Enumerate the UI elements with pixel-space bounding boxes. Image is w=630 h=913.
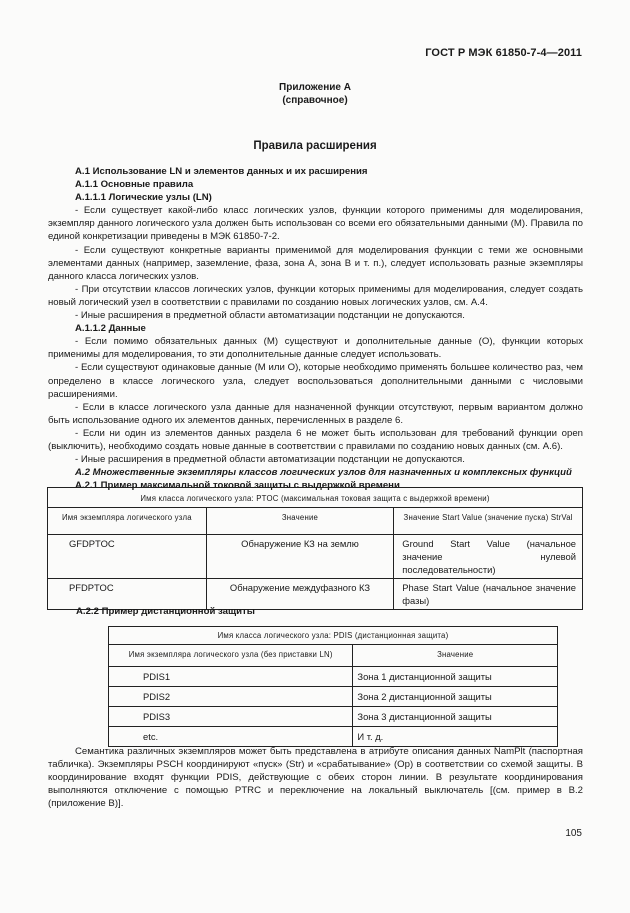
ptoc-table	[47, 487, 583, 610]
table-cell: Обнаружение междуфазного КЗ	[206, 579, 394, 610]
page-number: 105	[565, 828, 582, 839]
table-cell: Зона 1 дистанционной защиты	[353, 667, 558, 687]
heading-a2: А.2 Множественные экземпляры классов логических узлов для назначенных и комплексных функций	[75, 467, 572, 479]
heading-a2-2: А.2.2 Пример дистанционной защиты	[76, 606, 255, 617]
annex-title: Приложение А	[279, 82, 351, 93]
paragraph: - Если ни один из элементов данных раздела 6 не может быть использован для требований функции open (выключить), необходимо создать новые данные в соответствии с правилами по созданию новых данных (см. А.6).	[48, 427, 583, 452]
heading-a2-1: А.2.1 Пример максимальной токовой защиты с выдержкой времени	[75, 480, 400, 492]
standard-header: ГОСТ Р МЭК 61850-7-4—2011	[425, 47, 582, 59]
section-title: Правила расширения	[253, 140, 377, 152]
table-cell: PDIS2	[109, 687, 353, 707]
paragraph: - Если в классе логического узла данные для назначенной функции отсутствуют, первым вариантом должно быть использование одного их элементов данных, перечисленных в разделе 6.	[48, 401, 583, 426]
heading-a1-1-1: А.1.1.1 Логические узлы (LN)	[75, 192, 212, 204]
table-cell: Зона 3 дистанционной защиты	[353, 707, 558, 727]
table-cell: И т. д.	[353, 727, 558, 747]
closing-paragraph	[48, 745, 583, 810]
table-row	[48, 579, 583, 610]
paragraph: - Иные расширения в предметной области автоматизации подстанции не допускаются.	[75, 454, 465, 466]
table-caption: Имя класса логического узла: PDIS (дистанционная защита)	[109, 627, 558, 645]
table-row	[48, 535, 583, 579]
table-cell: GFDPTOC	[48, 535, 207, 579]
pdis-table	[108, 626, 558, 747]
paragraph: Семантика различных экземпляров может быть представлена в атрибуте описания данных NamPlt (паспортная табличка). Экземпляры PSCH координируют «пуск» (Str) и «срабатывание» (Op) в соответствии со схемой защиты. В координирование входят функции PDIS, действующие с обеих сторон линии. В результате координирования выполняются отключение с помощью PTRC и переключение на локальный выключатель [(см. пример в В.2 (приложение В)].	[48, 746, 583, 810]
paragraph: - Если существуют одинаковые данные (М или О), которые необходимо применять большее количество раз, чем определено в классе логического узла, следует воспользоваться дополнительными данными с числовыми расширениями.	[48, 362, 583, 400]
column-header: Значение Start Value (значение пуска) StrVal	[394, 508, 583, 535]
heading-a1: А.1 Использование LN и элементов данных и их расширения	[75, 166, 368, 177]
table-row	[109, 707, 558, 727]
column-header: Значение	[206, 508, 394, 535]
annex-heading	[0, 81, 630, 107]
column-header: Имя экземпляра логического узла (без приставки LN)	[109, 645, 353, 667]
table-row	[109, 727, 558, 747]
heading-a1-1-2: А.1.1.2 Данные	[75, 323, 146, 335]
heading-a1-1: А.1.1 Основные правила	[75, 179, 194, 191]
body-text	[48, 165, 583, 492]
table-cell: Phase Start Value (начальное значение фазы)	[394, 579, 583, 610]
paragraph: - Если существует какой-либо класс логических узлов, функции которого применимы для моделирования, экземпляр данного логического узла должен быть использован со всеми его обязательными данными (М). Правила по единой конкретизации приведены в МЭК 61850-7-2.	[48, 205, 583, 243]
table-caption: Имя класса логического узла: PTOC (максимальная токовая защита с выдержкой времени)	[48, 488, 583, 508]
paragraph: - Иные расширения в предметной области автоматизации подстанции не допускаются.	[75, 310, 465, 322]
table-cell: PDIS1	[109, 667, 353, 687]
column-header: Значение	[353, 645, 558, 667]
annex-subtitle: (справочное)	[282, 95, 348, 106]
table-row	[109, 687, 558, 707]
table-cell: Зона 2 дистанционной защиты	[353, 687, 558, 707]
table-cell: Обнаружение КЗ на землю	[206, 535, 394, 579]
paragraph: - Если помимо обязательных данных (М) существуют и дополнительные данные (О), функции которых применимы для моделирования, то эти дополнительные данные следует использовать.	[48, 336, 583, 361]
table-cell: PDIS3	[109, 707, 353, 727]
table-row	[109, 667, 558, 687]
table-cell: Ground Start Value (начальное значение нулевой последовательности)	[394, 535, 583, 579]
paragraph: - При отсутствии классов логических узлов, функции которых применимы для моделирования, следует создать новый логический узел в соответствии с правилами по созданию новых логических узлов, см. А.4.	[48, 283, 583, 308]
column-header: Имя экземпляра логического узла	[48, 508, 207, 535]
paragraph: - Если существуют конкретные варианты применимой для моделирования функции с теми же основными элементами данных (например, заземление, фаза, зона А, зона В и т. п.), следует использовать разные экземпляры данного класса логических узлов.	[48, 244, 583, 282]
table-cell: etc.	[109, 727, 353, 747]
table-cell: PFDPTOC	[48, 579, 207, 610]
